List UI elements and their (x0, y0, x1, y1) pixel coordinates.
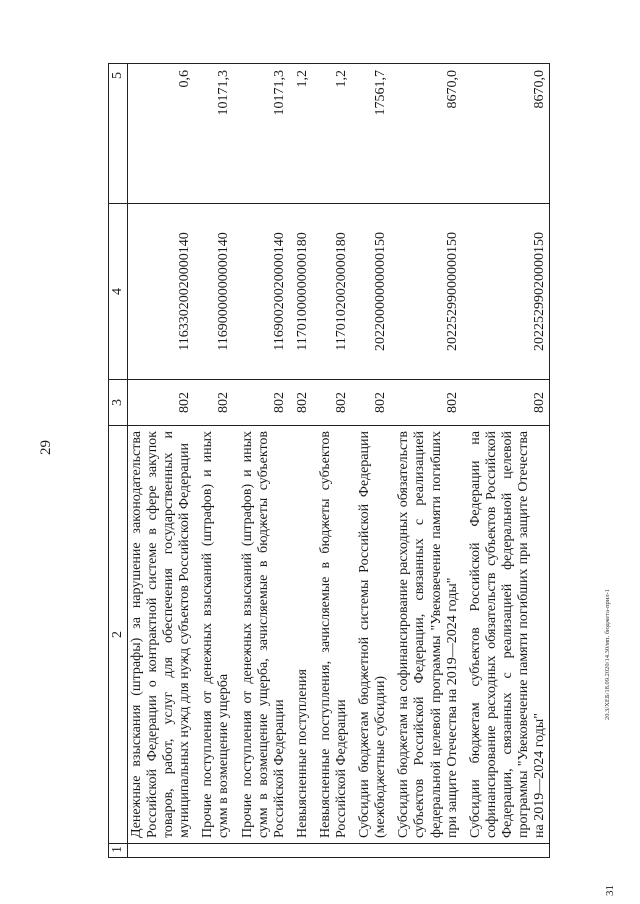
amount-cell: 10171,3 (194, 64, 233, 204)
row-number-cell (128, 844, 195, 858)
budget-code-cell: 20225299000000150 (390, 204, 461, 380)
admin-code-cell: 802 (194, 380, 233, 426)
revenue-name-cell: Прочие поступления от денежных взысканий (штрафов) и иных сумм в возмещение ущерба, зачисляемые в бюджеты субъектов Российской Федерации (234, 426, 289, 844)
table-row (234, 64, 289, 858)
revenue-name-cell: Субсидии бюджетам на софинансирование расходных обязательств субъектов Российской Федерации, связанных с реализацией федеральной целевой программы "Увековечение памяти погибших при защите Отечества на 2019—2024 годы" (390, 426, 461, 844)
column-number-3: 3 (109, 380, 128, 426)
column-number-1: 1 (109, 844, 128, 858)
row-number-cell (312, 844, 351, 858)
row-number-cell (390, 844, 461, 858)
amount-cell: 17561,7 (351, 64, 390, 204)
revenue-name-cell: Невыясненные поступления, зачисляемые в бюджеты субъектов Российской Федерации (312, 426, 351, 844)
amount-cell: 8670,0 (462, 64, 550, 204)
admin-code-cell: 802 (390, 380, 461, 426)
amount-cell: 0,6 (128, 64, 195, 204)
revenue-name-cell: Денежные взыскания (штрафы) за нарушение законодательства Российской Федерации о контрактной системе в сфере закупок товаров, работ, услуг для обеспечения государственных и муниципальных нужд для нужд субъектов Российской Федерации (128, 426, 195, 844)
revenue-name-cell: Субсидии бюджетам бюджетной системы Российской Федерации (межбюджетные субсидии) (351, 426, 390, 844)
budget-code-cell: 11701000000000180 (289, 204, 312, 380)
admin-code-cell: 802 (234, 380, 289, 426)
footer-note: 20.3/XEБ/18.09.2020/14.30/мп. бюджета-прил-1 (604, 589, 611, 720)
row-number-cell (462, 844, 550, 858)
budget-code-cell: 20225299020000150 (462, 204, 550, 380)
row-number-cell (351, 844, 390, 858)
page-number: 29 (38, 440, 54, 455)
revenue-name-cell: Прочие поступления от денежных взысканий (штрафов) и иных сумм в возмещение ущерба (194, 426, 233, 844)
column-number-4: 4 (109, 204, 128, 380)
revenue-table (108, 63, 550, 858)
budget-code-cell: 11633020020000140 (128, 204, 195, 380)
table-row (289, 64, 312, 858)
row-number-cell (289, 844, 312, 858)
table-row (390, 64, 461, 858)
budget-code-cell: 20220000000000150 (351, 204, 390, 380)
column-number-2: 2 (109, 426, 128, 844)
admin-code-cell: 802 (128, 380, 195, 426)
budget-code-cell: 11690000000000140 (194, 204, 233, 380)
admin-code-cell: 802 (289, 380, 312, 426)
table-body (128, 64, 550, 858)
amount-cell: 1,2 (312, 64, 351, 204)
budget-code-cell: 11701020020000180 (312, 204, 351, 380)
amount-cell: 8670,0 (390, 64, 461, 204)
column-number-row (109, 64, 128, 858)
table-row (128, 64, 195, 858)
corner-page-number: 31 (604, 885, 616, 896)
admin-code-cell: 802 (351, 380, 390, 426)
amount-cell: 10171,3 (234, 64, 289, 204)
budget-code-cell: 11690020020000140 (234, 204, 289, 380)
revenue-name-cell: Субсидии бюджетам субъектов Российской Федерации на софинансирование расходных обязательств субъектов Российской Федерации, связанных с реализацией федеральной целевой программы "Увековечение памяти погибших при защите Отечества на 2019—2024 годы" (462, 426, 550, 844)
table-row (312, 64, 351, 858)
admin-code-cell: 802 (462, 380, 550, 426)
table-row (462, 64, 550, 858)
revenue-name-cell: Невыясненные поступления (289, 426, 312, 844)
table-row (351, 64, 390, 858)
amount-cell: 1,2 (289, 64, 312, 204)
row-number-cell (234, 844, 289, 858)
row-number-cell (194, 844, 233, 858)
column-number-5: 5 (109, 64, 128, 204)
table-row (194, 64, 233, 858)
admin-code-cell: 802 (312, 380, 351, 426)
rotated-table-container (108, 64, 598, 858)
